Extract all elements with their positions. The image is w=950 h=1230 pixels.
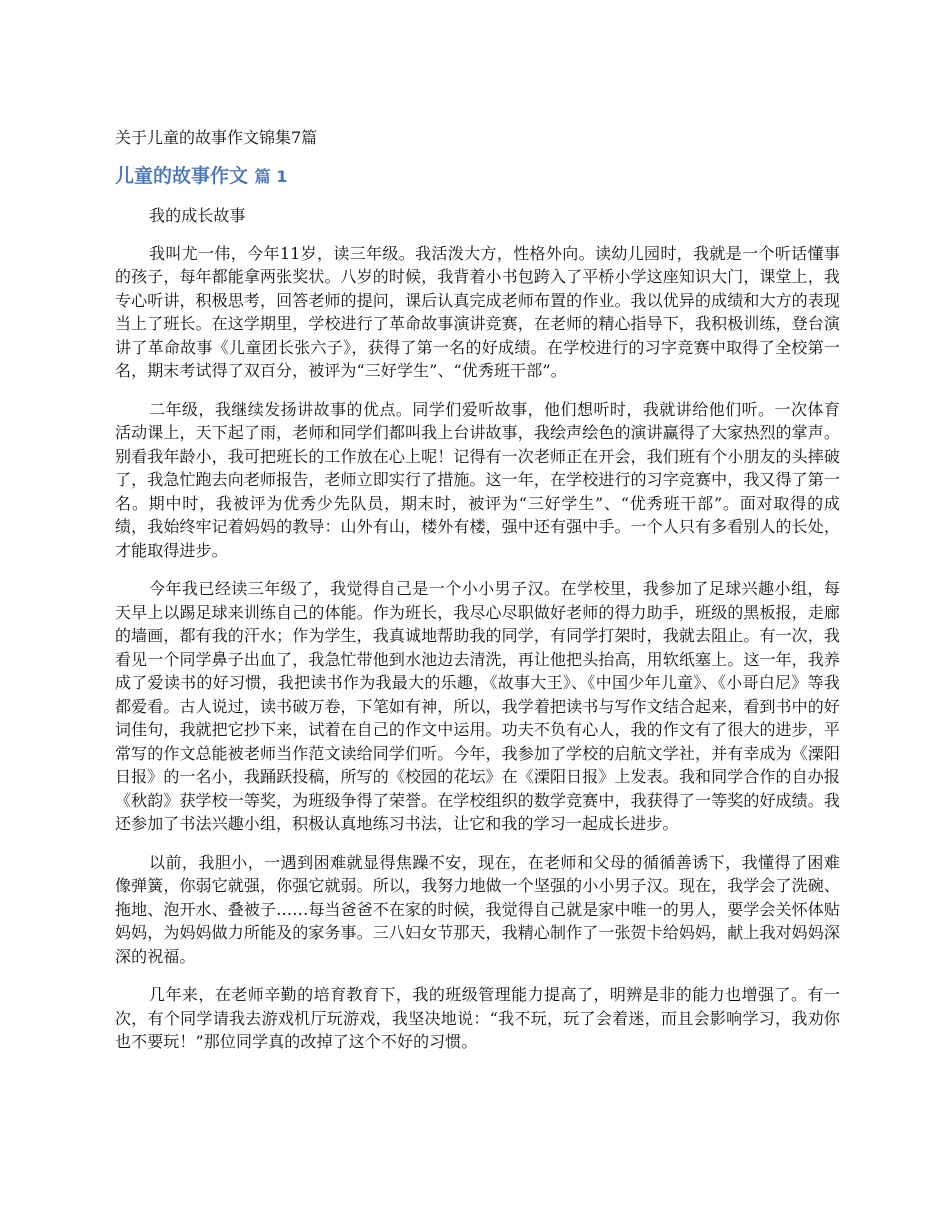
paragraph-1: 我叫尤一伟，今年11岁，读三年级。我活泼大方，性格外向。读幼儿园时，我就是一个听话懂事的孩子，每年都能拿两张奖状。八岁的时候，我背着小书包跨入了平桥小学这座知识大门，课堂上，我专心听讲，积极思考，回答老师的提问，课后认真完成老师布置的作业。我以优异的成绩和大方的表现当上了班长。在这学期里，学校进行了革命故事演讲竞赛，在老师的精心指导下，我积极训练，登台演讲了革命故事《儿童团长张六子》，获得了第一名的好成绩。在学校进行的习字竞赛中取得了全校第一名，期末考试得了双百分，被评为“三好学生”、“优秀班干部”。 <box>115 243 840 380</box>
section-heading-text: 儿童的故事作文 <box>115 165 249 187</box>
paragraph-4: 以前，我胆小，一遇到困难就显得焦躁不安，现在，在老师和父母的循循善诱下，我懂得了困难像弹簧，你弱它就强，你强它就弱。所以，我努力地做一个坚强的小小男子汉。现在，我学会了洗碗、拖地、泡开水、叠被子……每当爸爸不在家的时候，我觉得自己就是家中唯一的男人，要学会关怀体贴妈妈，为妈妈做力所能及的家务事。三八妇女节那天，我精心制作了一张贺卡给妈妈，献上我对妈妈深深的祝福。 <box>115 852 840 966</box>
paragraph-3: 今年我已经读三年级了，我觉得自己是一个小小男子汉。在学校里，我参加了足球兴趣小组，每天早上以踢足球来训练自己的体能。作为班长，我尽心尽职做好老师的得力助手，班级的黑板报，走廊的墙画，都有我的汗水；作为学生，我真诚地帮助我的同学，有同学打架时，我就去阻止。有一次，我看见一个同学鼻子出血了，我急忙带他到水池边去清洗，再让他把头抬高，用软纸塞上。这一年，我养成了爱读书的好习惯，我把读书作为我最大的乐趣，《故事大王》、《中国少年儿童》、《小哥白尼》等我都爱看。古人说过，读书破万卷，下笔如有神，所以，我学着把读书与写作文结合起来，看到书中的好词佳句，我就把它抄下来，试着在自己的作文中运用。功夫不负有心人，我的作文有了很大的进步，平常写的作文总能被老师当作范文读给同学们听。今年，我参加了学校的启航文学社，并有幸成为《溧阳日报》的一名小，我踊跃投稿，所写的《校园的花坛》在《溧阳日报》上发表。我和同学合作的自办报《秋韵》获学校一等奖，为班级争得了荣誉。在学校组织的数学竞赛中，我获得了一等奖的好成绩。我还参加了书法兴趣小组，积极认真地练习书法，让它和我的学习一起成长进步。 <box>115 579 840 833</box>
paragraph-5: 几年来，在老师辛勤的培育教育下，我的班级管理能力提高了，明辨是非的能力也增强了。有一次，有个同学请我去游戏机厅玩游戏，我坚决地说：“我不玩，玩了会着迷，而且会影响学习，我劝你也不要玩！”那位同学真的改掉了这个不好的习惯。 <box>115 985 840 1051</box>
article-body <box>115 204 840 1069</box>
article-subtitle: 我的成长故事 <box>149 206 246 225</box>
document-title: 关于儿童的故事作文锦集7篇 <box>115 128 318 147</box>
section-heading <box>115 164 287 189</box>
section-heading-number: 篇 1 <box>254 167 288 186</box>
paragraph-2: 二年级，我继续发扬讲故事的优点。同学们爱听故事，他们想听时，我就讲给他们听。一次体育活动课上，天下起了雨，老师和同学们都叫我上台讲故事，我绘声绘色的演讲赢得了大家热烈的掌声。别看我年龄小，我可把班长的工作放在心上呢！记得有一次老师正在开会，我们班有个小朋友的头摔破了，我急忙跑去向老师报告，老师立即实行了措施。这一年，在学校进行的习字竞赛中，我又得了第一名。期中时，我被评为优秀少先队员，期末时，被评为“三好学生”、“优秀班干部”。面对取得的成绩，我始终牢记着妈妈的教导：山外有山，楼外有楼，强中还有强中手。一个人只有多看别人的长处，才能取得进步。 <box>115 399 840 560</box>
